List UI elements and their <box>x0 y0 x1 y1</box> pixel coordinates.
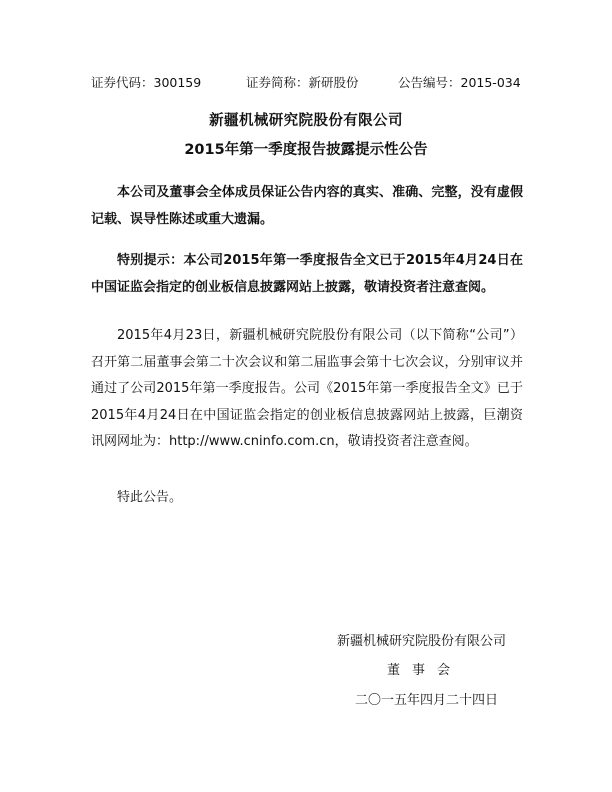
signature-company: 新疆机械研究院股份有限公司 <box>337 634 507 649</box>
stock-name: 证券简称：新研股份 <box>246 75 359 90</box>
signature-board: 董事会 <box>387 663 463 678</box>
guarantee-statement: 本公司及董事会全体成员保证公告内容的真实、准确、完整，没有虚假记载、误导性陈述或重大遗漏。 <box>91 185 523 227</box>
company-title: 新疆机械研究院股份有限公司 <box>209 113 403 129</box>
body-paragraph: 2015年4月23日，新疆机械研究院股份有限公司（以下简称“公司”）召开第二届董事会第二十次会议和第二届监事会第十七次会议，分别审议并通过了公司2015年第一季度报告。公司《2015年第一季度报告全文》已于2015年4月24日在中国证监会指定的创业板信息披露网站上披露，巨潮资讯网网址为：http://www.cninfo.com.cn，敬请投资者注意查阅。 <box>91 328 523 449</box>
signature-date: 二〇一五年四月二十四日 <box>355 693 499 708</box>
closing-text: 特此公告。 <box>117 490 183 505</box>
notice-title: 2015年第一季度报告披露提示性公告 <box>184 142 428 158</box>
special-tip: 特别提示：本公司2015年第一季度报告全文已于2015年4月24日在中国证监会指定的创业板信息披露网站上披露，敬请投资者注意查阅。 <box>91 253 523 295</box>
notice-number: 公告编号：2015-034 <box>398 75 521 90</box>
stock-code: 证券代码：300159 <box>91 75 202 90</box>
